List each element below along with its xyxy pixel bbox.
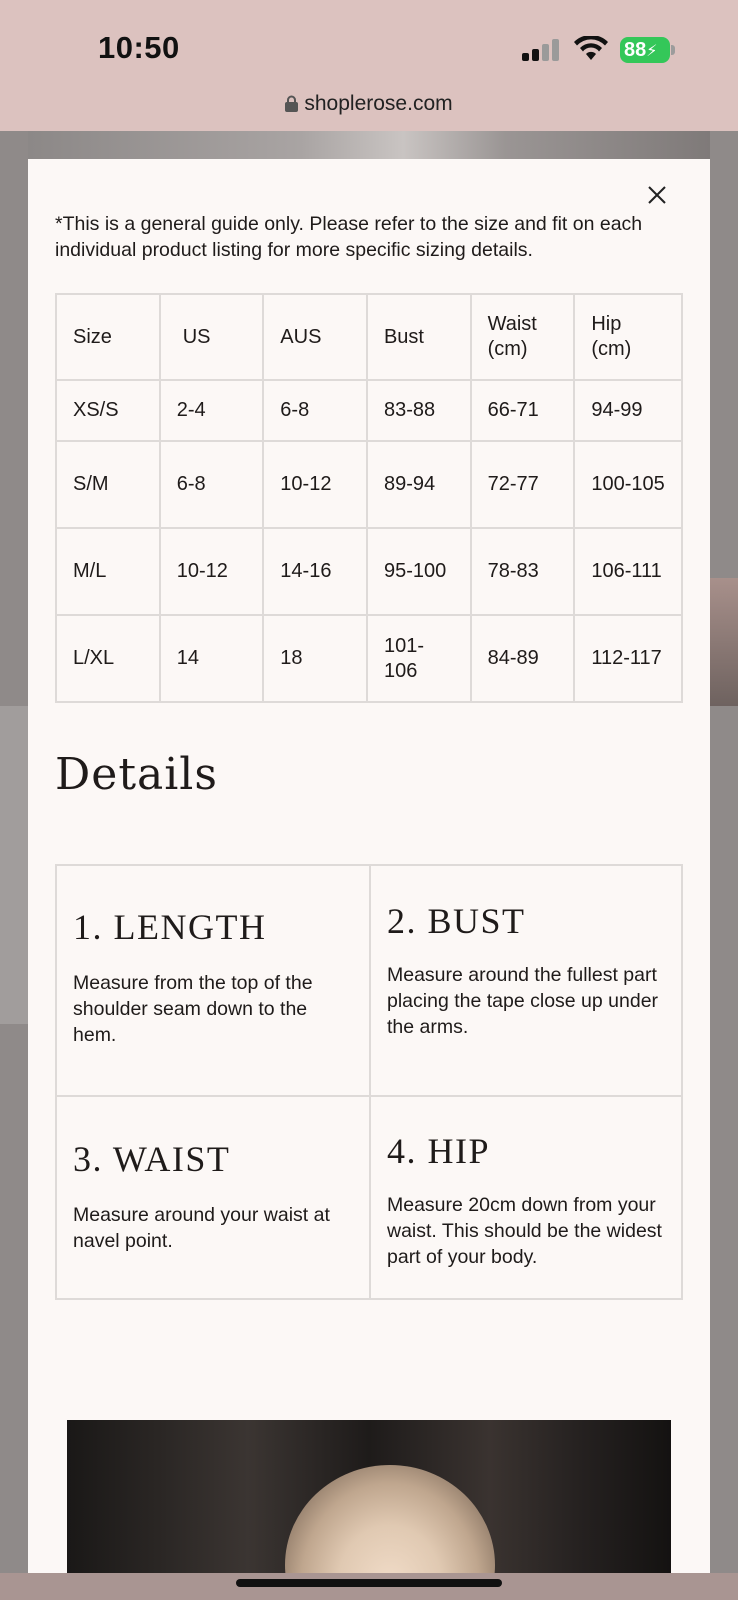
table-cell: 6-8 (263, 380, 367, 441)
battery-level: 88 (624, 39, 647, 61)
size-guide-modal (28, 159, 710, 1573)
home-indicator[interactable] (236, 1579, 502, 1587)
table-cell: 2-4 (160, 380, 264, 441)
battery-icon: 88⚡ (620, 37, 670, 63)
table-cell: 112-117 (574, 615, 682, 702)
detail-text: Measure 20cm down from your waist. This should be the widest part of your body. (387, 1194, 662, 1268)
table-cell: 6-8 (160, 441, 264, 528)
size-table (55, 293, 683, 703)
table-cell: S/M (56, 441, 160, 528)
table-cell: 101-106 (367, 615, 471, 702)
table-cell: 84-89 (471, 615, 575, 702)
size-disclaimer: *This is a general guide only. Please refer to the size and fit on each individual product listing for more specific sizing details. (55, 213, 643, 261)
detail-title: 3. WAIST (73, 1139, 231, 1179)
model-hair (285, 1465, 495, 1573)
detail-text: Measure around the fullest part placing the tape close up under the arms. (387, 964, 659, 1038)
table-cell: 89-94 (367, 441, 471, 528)
table-cell: M/L (56, 528, 160, 615)
table-cell: 72-77 (471, 441, 575, 528)
header-cell: AUS (263, 294, 367, 380)
table-cell: 10-12 (263, 441, 367, 528)
table-row (56, 380, 682, 441)
table-cell: XS/S (56, 380, 160, 441)
address-bar[interactable] (0, 92, 738, 116)
detail-waist (57, 1138, 369, 1254)
table-cell: 14-16 (263, 528, 367, 615)
details-heading: Details (55, 749, 218, 800)
battery-cap (671, 45, 675, 55)
table-cell: 95-100 (367, 528, 471, 615)
table-cell: 100-105 (574, 441, 682, 528)
header-cell: Bust (367, 294, 471, 380)
detail-text: Measure from the top of the shoulder seam down to the hem. (73, 972, 313, 1046)
status-bar (0, 0, 738, 131)
model-photo (67, 1420, 671, 1573)
grid-divider (57, 1095, 681, 1097)
table-row (56, 528, 682, 615)
table-row (56, 615, 682, 702)
header-cell: Hip (cm) (574, 294, 682, 380)
table-cell: 106-111 (574, 528, 682, 615)
header-cell: Waist (cm) (471, 294, 575, 380)
table-header-row (56, 294, 682, 380)
background-photo (28, 131, 710, 161)
table-cell: 18 (263, 615, 367, 702)
detail-title: 4. HIP (387, 1131, 491, 1171)
close-icon[interactable] (643, 181, 671, 209)
table-cell: L/XL (56, 615, 160, 702)
detail-text: Measure around your waist at navel point. (73, 1204, 330, 1252)
detail-bust (371, 900, 681, 1040)
detail-title: 1. LENGTH (73, 907, 267, 947)
table-row (56, 441, 682, 528)
wifi-icon (574, 36, 608, 62)
table-cell: 78-83 (471, 528, 575, 615)
cellular-signal-icon (522, 39, 562, 63)
background-strip (0, 706, 28, 1024)
table-cell: 83-88 (367, 380, 471, 441)
table-cell: 10-12 (160, 528, 264, 615)
table-cell: 66-71 (471, 380, 575, 441)
table-cell: 14 (160, 615, 264, 702)
detail-title: 2. BUST (387, 901, 526, 941)
detail-length (57, 906, 369, 1048)
status-time: 10:50 (98, 30, 180, 65)
measurement-details-grid (55, 864, 683, 1300)
header-cell: Size (56, 294, 160, 380)
lock-icon (285, 95, 298, 112)
detail-hip (371, 1130, 681, 1270)
url-text: shoplerose.com (304, 92, 453, 115)
table-cell: 94-99 (574, 380, 682, 441)
header-cell: US (160, 294, 264, 380)
background-strip (710, 578, 738, 706)
